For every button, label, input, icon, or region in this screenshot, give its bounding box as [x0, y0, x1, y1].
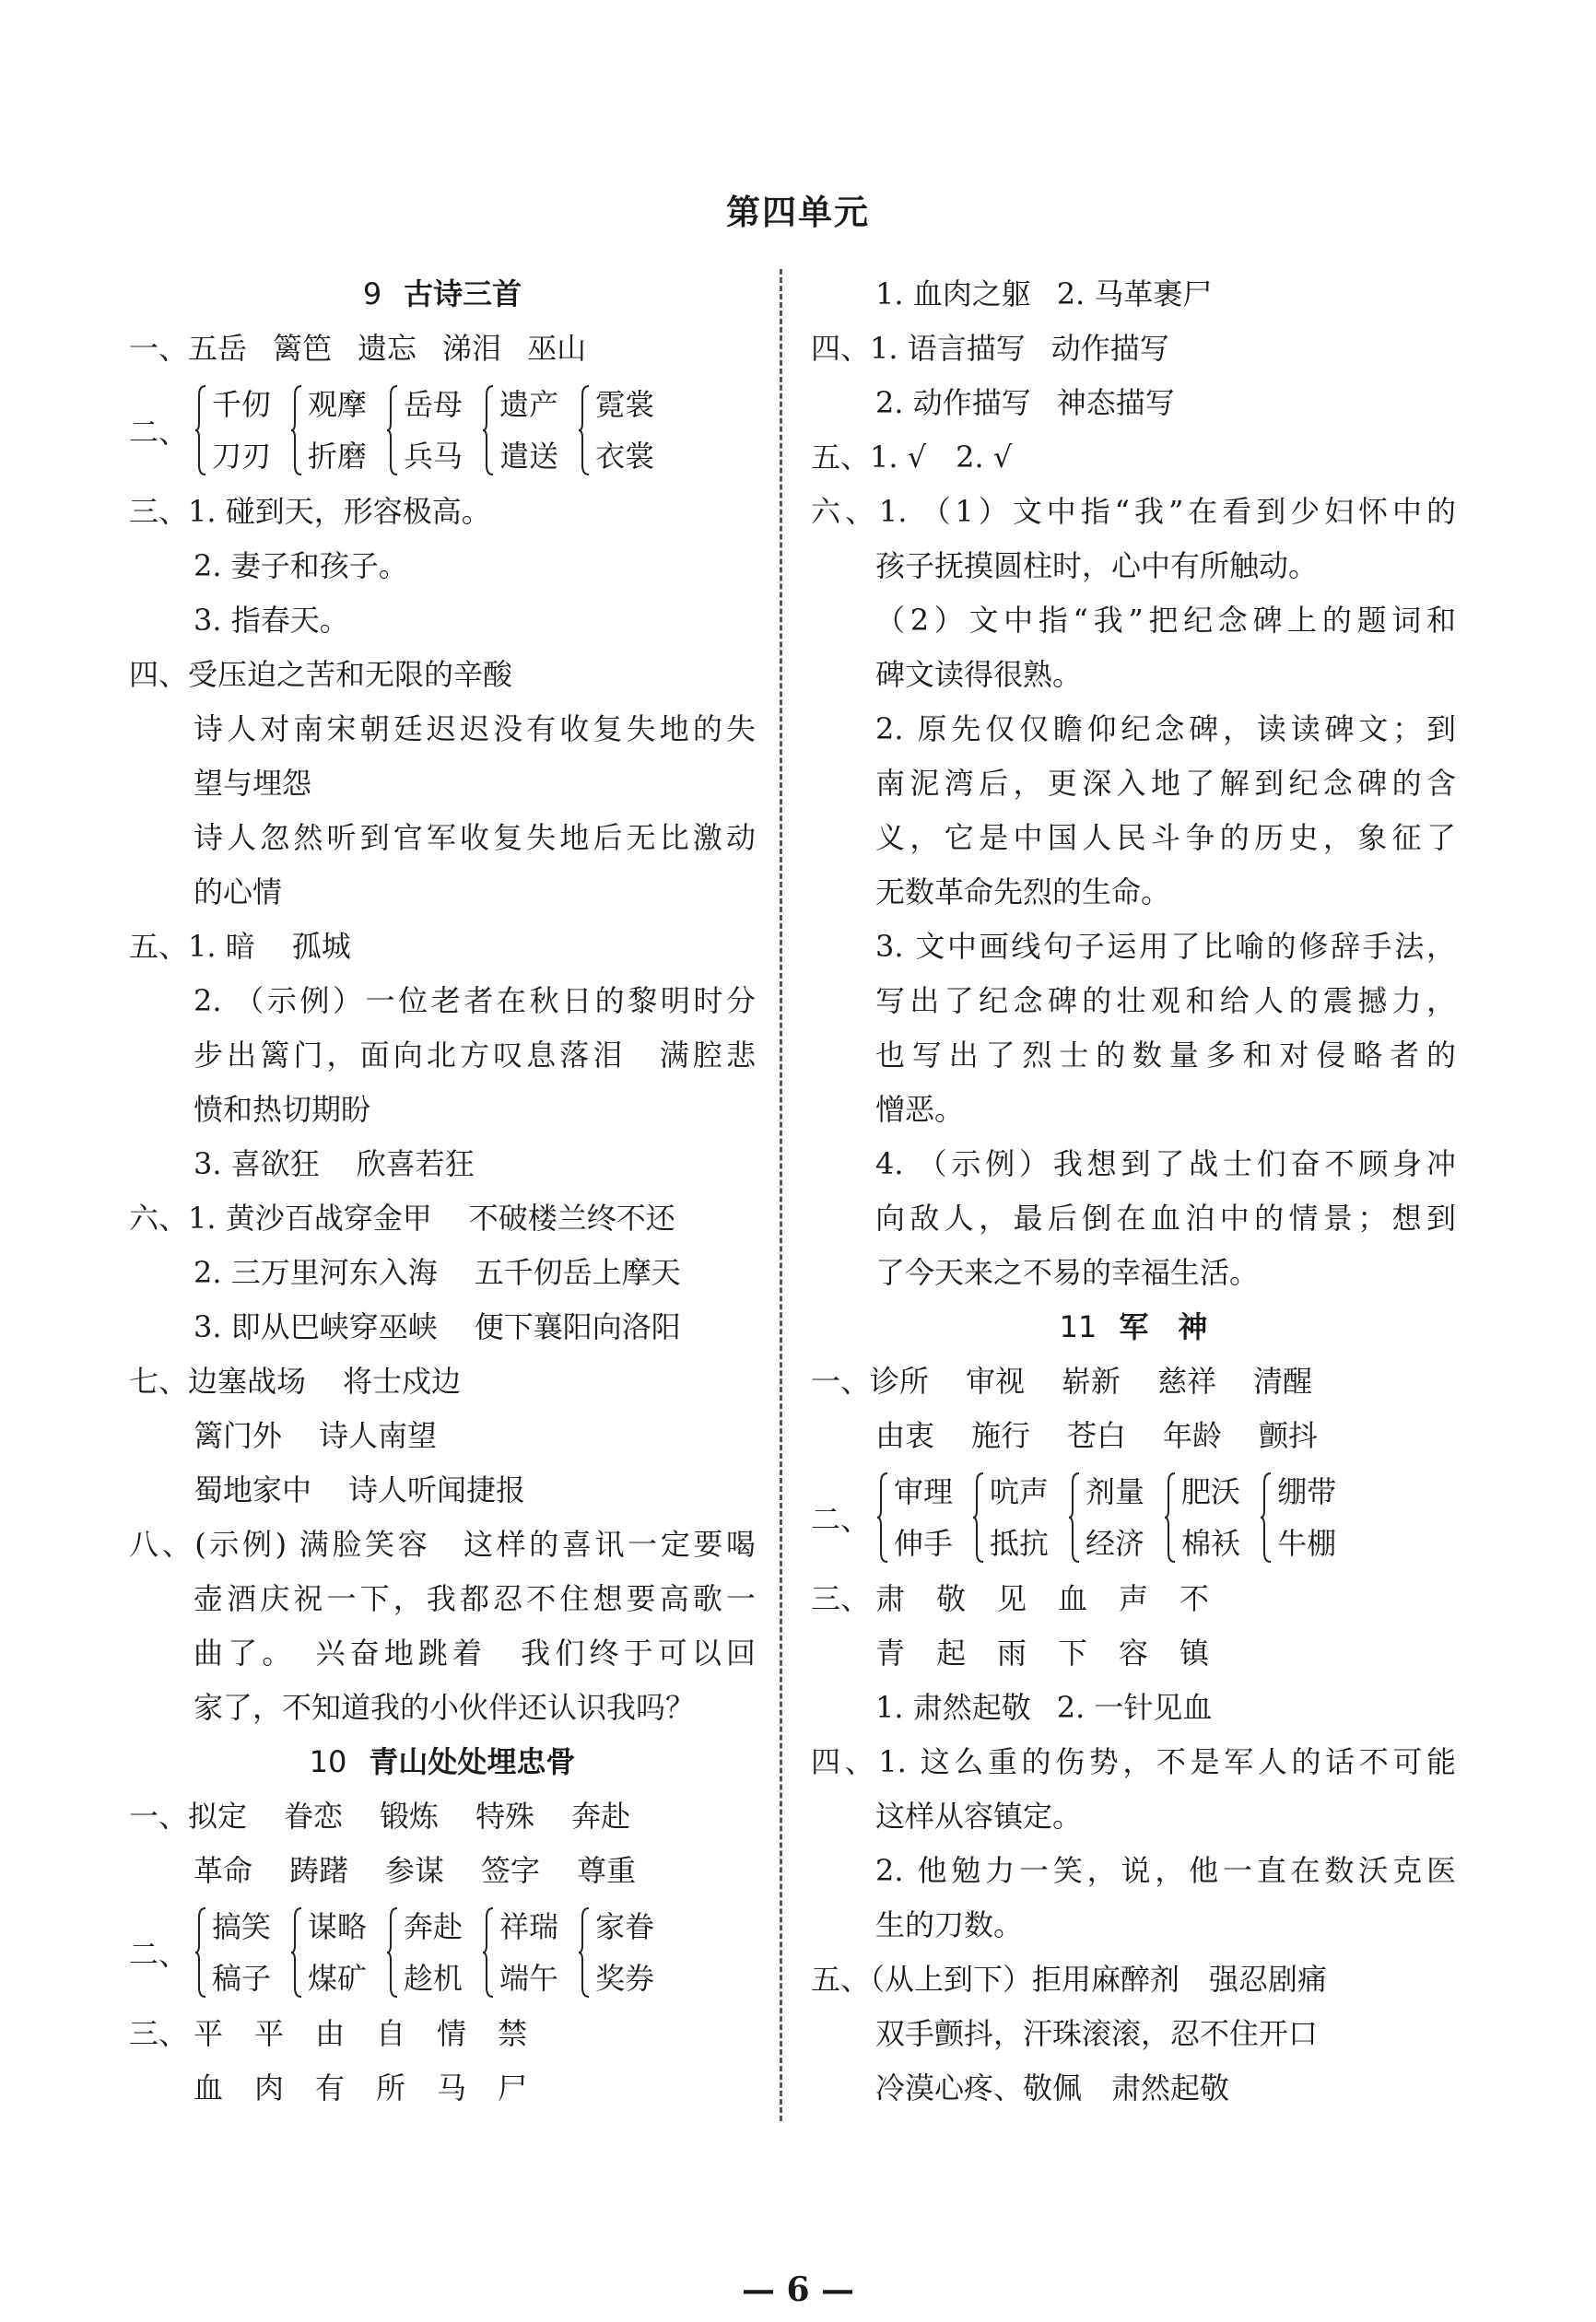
brace-icon — [194, 1906, 208, 1999]
answer-line: 憎恶。 — [875, 1092, 965, 1127]
column-divider — [780, 269, 782, 2121]
l9-section-1: 一、五岳 篱笆 遗忘 涕泪 巫山 — [129, 331, 587, 366]
answer-line: 3. 指春天。 — [194, 603, 349, 638]
answer-line: 家了，不知道我的小伙伴还认识我吗？ — [194, 1690, 696, 1725]
word-pair: 审理 伸手 — [875, 1466, 953, 1569]
brace-icon — [481, 1906, 496, 1999]
l11-section-1: 一、诊所 审视 崭新 慈祥 清醒 — [811, 1364, 1313, 1399]
answer-line: 2. 三万里河东入海 五千仞岳上摩天 — [194, 1255, 681, 1290]
l11-section-4: 四、1. 这么重的伤势，不是军人的话不可能 — [811, 1744, 1456, 1779]
page-title: 第四单元 — [726, 192, 870, 232]
answer-line: 3. 喜欲狂 欣喜若狂 — [194, 1146, 475, 1181]
l9-section-7: 七、边塞战场 将士戍边 — [129, 1364, 462, 1399]
l9-section-3: 三、1. 碰到天，形容极高。 — [129, 494, 491, 529]
word-pair: 吭声 抵抗 — [971, 1466, 1049, 1569]
answer-line: 碑文读得很熟。 — [875, 657, 1083, 692]
brace-icon — [875, 1472, 890, 1564]
brace-icon — [481, 384, 496, 476]
brace-icon — [385, 384, 400, 476]
answer-line: 3. 文中画线句子运用了比喻的修辞手法， — [875, 929, 1456, 964]
word-pair: 霓裳 衣裳 — [577, 379, 654, 482]
answer-line: 1. 血肉之躯 2. 马革裹尸 — [875, 276, 1213, 311]
page-number: — 6 — — [741, 2270, 855, 2309]
brace-icon — [577, 384, 592, 476]
answer-line: 1. 肃然起敬 2. 一针见血 — [875, 1690, 1213, 1725]
answer-line: 由衷 施行 苍白 年龄 颤抖 — [875, 1418, 1319, 1453]
word-pair: 遗产 遣送 — [481, 379, 558, 482]
answer-line: 冷漠心疼、敬佩 肃然起敬 — [875, 2070, 1230, 2105]
answer-line: 壶酒庆祝一下，我都忍不住想要高歌一 — [194, 1581, 756, 1616]
l10-section-6: 六、1. （1）文中指“我”在看到少妇怀中的 — [811, 494, 1456, 529]
answer-line: 曲了。 兴奋地跳着 我们终于可以回 — [194, 1636, 756, 1671]
word-pair: 祥瑞 端午 — [481, 1901, 558, 2004]
answer-line: 诗人对南宋朝廷迟迟没有收复失地的失 — [194, 711, 756, 746]
word-pair: 奔赴 趁机 — [385, 1901, 463, 2004]
answer-line: 也写出了烈士的数量多和对侵略者的 — [875, 1038, 1456, 1073]
answer-line: 步出篱门，面向北方叹息落泪 满腔悲 — [194, 1038, 756, 1073]
answer-line: 革命 踌躇 参谋 签字 尊重 — [194, 1853, 637, 1888]
answer-line: 4. （示例）我想到了战士们奋不顾身冲 — [875, 1146, 1456, 1181]
answer-line: 孩子抚摸圆柱时，心中有所触动。 — [875, 548, 1319, 583]
word-pair: 千仞 刀刃 — [194, 379, 271, 482]
answer-line: 3. 即从巴峡穿巫峡 便下襄阳向洛阳 — [194, 1309, 681, 1344]
l11-section-5: 五、（从上到下）拒用麻醉剂 强忍剧痛 — [811, 1962, 1328, 1997]
answer-line: 2. 妻子和孩子。 — [194, 548, 408, 583]
l10-section-5: 五、1. √ 2. √ — [811, 440, 1013, 475]
answer-line: 2. 动作描写 神态描写 — [875, 385, 1175, 420]
word-pair: 肥沃 棉袄 — [1163, 1466, 1240, 1569]
l10-section-3: 三、 平 平 由 自 情 禁 — [129, 2016, 528, 2051]
l10-section-1: 一、拟定 眷恋 锻炼 特殊 奔赴 — [129, 1799, 631, 1834]
answer-line: 血 肉 有 所 马 尸 — [194, 2070, 528, 2105]
word-pair: 剂量 经济 — [1067, 1466, 1144, 1569]
answer-line: 蜀地家中 诗人听闻捷报 — [194, 1472, 526, 1507]
answer-line: 篱门外 诗人南望 — [194, 1418, 438, 1453]
answer-line: 2. 他勉力一笑，说，他一直在数沃克医 — [875, 1853, 1456, 1888]
answer-line: 无数革命先烈的生命。 — [875, 874, 1171, 909]
l9-section-5: 五、1. 暗 孤城 — [129, 929, 351, 964]
l9-section-4: 四、受压迫之苦和无限的辛酸 — [129, 657, 513, 692]
brace-icon — [971, 1472, 986, 1564]
brace-icon — [289, 1906, 304, 1999]
l11-section-3: 三、 肃 敬 见 血 声 不 — [811, 1581, 1210, 1616]
answer-line: 向敌人，最后倒在血泊中的情景；想到 — [875, 1201, 1456, 1236]
answer-line: 了今天来之不易的幸福生活。 — [875, 1255, 1260, 1290]
word-pair: 绷带 牛棚 — [1259, 1466, 1336, 1569]
brace-icon — [1259, 1472, 1273, 1564]
left-column — [129, 267, 756, 2116]
answer-line: 写出了纪念碑的壮观和给人的震撼力， — [875, 983, 1456, 1018]
word-pair: 搞笑 稿子 — [194, 1901, 271, 2004]
answer-line: 2. 原先仅仅瞻仰纪念碑，读读碑文；到 — [875, 711, 1456, 746]
answer-line: 青 起 雨 下 容 镇 — [875, 1636, 1210, 1671]
answer-line: 这样从容镇定。 — [875, 1799, 1083, 1834]
brace-icon — [1163, 1472, 1178, 1564]
answer-line: 的心情 — [194, 874, 283, 909]
word-pair: 谋略 煤矿 — [289, 1901, 367, 2004]
lesson-9-title: 9 古诗三首 — [362, 276, 522, 311]
l9-section-6: 六、1. 黄沙百战穿金甲 不破楼兰终不还 — [129, 1201, 675, 1236]
answer-line: 诗人忽然听到官军收复失地后无比激动 — [194, 820, 756, 855]
answer-line: 义，它是中国人民斗争的历史，象征了 — [875, 820, 1456, 855]
right-column — [811, 267, 1456, 2116]
word-pair: 岳母 兵马 — [385, 379, 463, 482]
brace-icon — [1067, 1472, 1082, 1564]
l10-section-4: 四、1. 语言描写 动作描写 — [811, 331, 1169, 366]
answer-line: 愤和热切期盼 — [194, 1092, 371, 1127]
answer-line: 南泥湾后，更深入地了解到纪念碑的含 — [875, 766, 1456, 801]
word-pair: 家眷 奖券 — [577, 1901, 654, 2004]
answer-line: 双手颤抖，汗珠滚滚，忍不住开口 — [875, 2016, 1319, 2051]
answer-line: 2. （示例）一位老者在秋日的黎明时分 — [194, 983, 756, 1018]
brace-icon — [194, 384, 208, 476]
l9-section-8: 八、(示例) 满脸笑容 这样的喜讯一定要喝 — [129, 1527, 756, 1562]
lesson-10-title: 10 青山处处埋忠骨 — [309, 1744, 576, 1779]
l10-section-2: 二、 搞笑 稿子 谋略 煤矿 奔赴 趁机 祥瑞 端午 家眷 奖券 — [129, 1898, 756, 2007]
answer-line: 望与埋怨 — [194, 766, 312, 801]
l11-section-2: 二、 审理 伸手 吭声 抵抗 剂量 经济 肥沃 棉袄 绷带 牛棚 — [811, 1463, 1456, 1572]
word-pair: 观摩 折磨 — [289, 379, 367, 482]
brace-icon — [577, 1906, 592, 1999]
brace-icon — [289, 384, 304, 476]
answer-line: 生的刀数。 — [875, 1907, 1024, 1942]
answer-line: （2）文中指“我”把纪念碑上的题词和 — [875, 603, 1456, 638]
lesson-11-title: 11 军 神 — [1059, 1309, 1208, 1344]
brace-icon — [385, 1906, 400, 1999]
l9-section-2: 二、 千仞 刀刃 观摩 折磨 岳母 兵马 遗产 遣送 霓裳 衣裳 — [129, 376, 756, 485]
